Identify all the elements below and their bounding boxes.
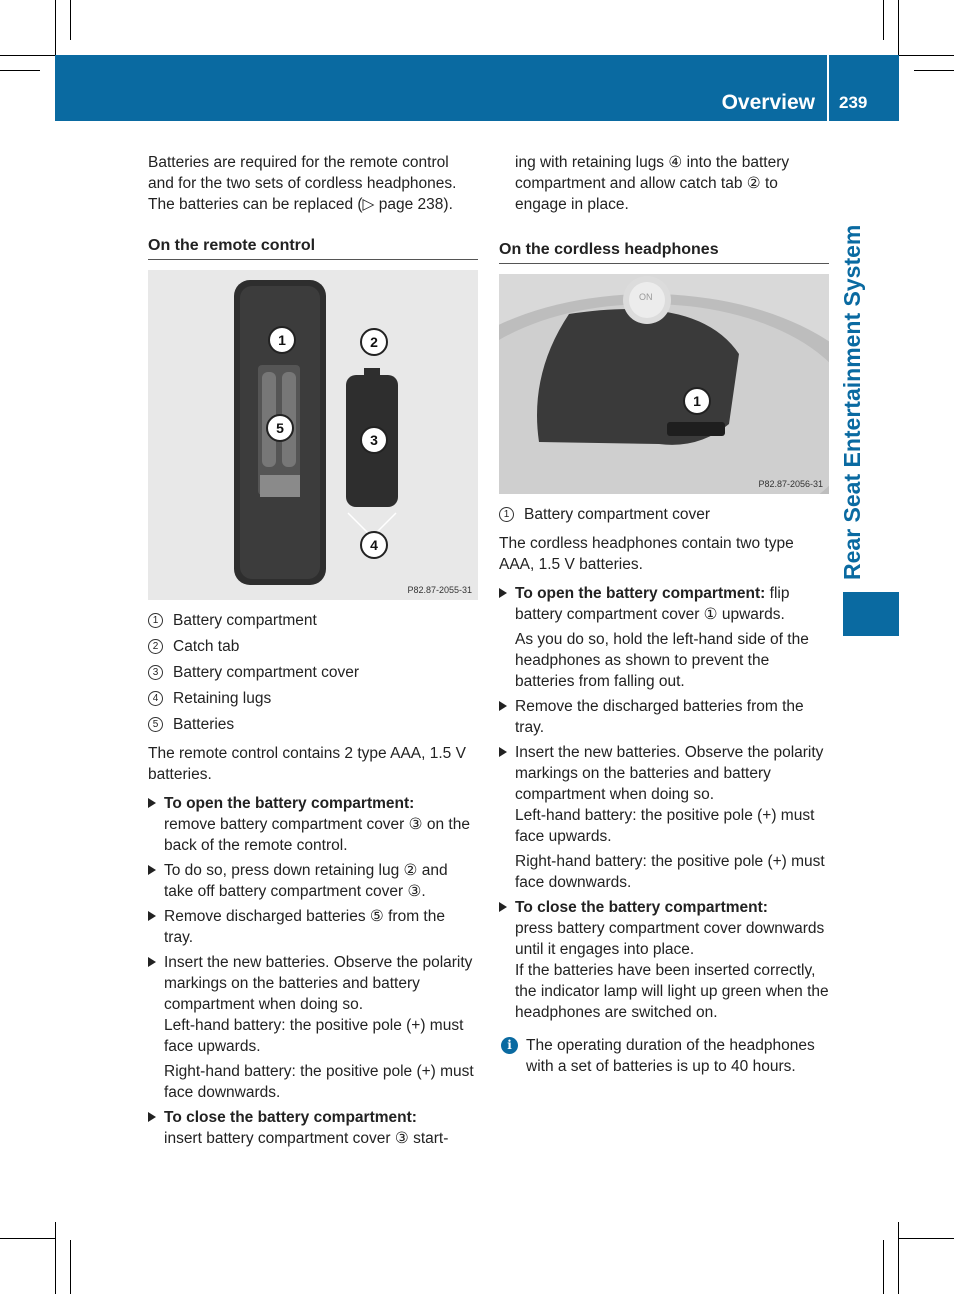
crop-mark <box>914 70 954 71</box>
step-text: flip battery compartment cover ① upwards. <box>515 585 790 623</box>
step-arrow-icon <box>148 1112 156 1122</box>
instruction-step <box>148 906 478 948</box>
crop-mark <box>55 0 56 55</box>
step-note: Right-hand battery: the positive pole (+) must face downwards. <box>164 1063 474 1101</box>
callout-4: 4 <box>360 531 388 559</box>
instruction-step <box>499 897 829 1023</box>
step-text: Remove the discharged batteries from the tray. <box>515 698 804 736</box>
info-icon: i <box>501 1037 518 1054</box>
step-text: Remove discharged batteries ⑤ from the tray. <box>164 908 445 946</box>
chapter-tab <box>843 592 899 636</box>
remote-control-figure <box>148 270 478 600</box>
legend-text: Battery compartment cover <box>173 664 360 681</box>
legend-item <box>499 504 829 525</box>
crop-mark <box>0 70 40 71</box>
instruction-step <box>148 860 478 902</box>
instruction-step <box>499 583 829 625</box>
crop-mark <box>0 1238 55 1239</box>
page-number: 239 <box>839 93 868 112</box>
section-title: Overview <box>721 91 815 114</box>
step-heading: To open the battery compartment: <box>164 795 415 812</box>
headphones-figure <box>499 274 829 494</box>
chapter-tab-title: Rear Seat Entertainment System <box>839 224 865 580</box>
step-heading: To close the battery compartment: <box>164 1109 417 1126</box>
info-note <box>499 1035 829 1077</box>
step-arrow-icon <box>148 957 156 967</box>
intro-paragraph: Batteries are required for the remote control and for the two sets of cordless headphones. The batteries can be replaced (▷ page 238). <box>148 154 457 213</box>
step-text: insert battery compartment cover ③ start- <box>164 1130 449 1147</box>
legend-item <box>148 714 478 735</box>
instruction-step <box>148 952 478 1057</box>
crop-mark <box>899 1238 954 1239</box>
instruction-step <box>499 742 829 847</box>
callout-3: 3 <box>360 426 388 454</box>
legend-item <box>148 636 478 657</box>
legend-number: 2 <box>148 639 163 654</box>
step-arrow-icon <box>148 865 156 875</box>
legend-number: 1 <box>148 613 163 628</box>
right-column <box>499 152 829 1077</box>
section-heading: On the remote control <box>148 235 478 260</box>
crop-mark <box>883 0 884 40</box>
crop-mark <box>70 1240 71 1294</box>
step-text: press battery compartment cover downwards until it engages into place. <box>515 920 825 958</box>
remote-control-illustration <box>148 270 478 600</box>
step-note: Right-hand battery: the positive pole (+) must face downwards. <box>515 853 825 891</box>
legend-number: 5 <box>148 717 163 732</box>
step-text: Insert the new batteries. Observe the polarity markings on the batteries and battery compartment when doing so. <box>164 954 473 1013</box>
legend-text: Battery compartment cover <box>524 506 711 523</box>
crop-mark <box>0 55 55 56</box>
crop-mark <box>898 1222 899 1294</box>
step-note: Left-hand battery: the positive pole (+) must face upwards. <box>164 1017 464 1055</box>
step-note: As you do so, hold the left-hand side of the headphones as shown to prevent the batteries from falling out. <box>515 631 809 690</box>
legend-number: 3 <box>148 665 163 680</box>
headphones-illustration <box>499 274 829 494</box>
legend-text: Retaining lugs <box>173 690 272 707</box>
figure-code: P82.87-2055-31 <box>407 585 472 595</box>
crop-mark <box>55 1222 56 1294</box>
step-text: To do so, press down retaining lug ② and take off battery compartment cover ③. <box>164 862 448 900</box>
legend-text: Batteries <box>173 716 235 733</box>
contains-paragraph: The remote control contains 2 type AAA, 1.5 V batteries. <box>148 745 466 783</box>
step-heading: To open the battery compartment: <box>515 585 766 602</box>
instruction-step <box>148 1107 478 1149</box>
step-arrow-icon <box>148 798 156 808</box>
step-arrow-icon <box>499 902 507 912</box>
legend-item <box>148 610 478 631</box>
callout-5: 5 <box>266 414 294 442</box>
continued-text: ing with retaining lugs ④ into the battery compartment and allow catch tab ② to engage in place. <box>515 154 790 213</box>
figure-code: P82.87-2056-31 <box>758 479 823 489</box>
legend-number: 4 <box>148 691 163 706</box>
callout-2: 2 <box>360 328 388 356</box>
instruction-step <box>148 793 478 856</box>
step-text: remove battery compartment cover ③ on the back of the remote control. <box>164 816 470 854</box>
legend-number: 1 <box>499 507 514 522</box>
step-text: Insert the new batteries. Observe the polarity markings on the batteries and battery compartment when doing so. <box>515 744 824 803</box>
step-arrow-icon <box>499 588 507 598</box>
section-heading: On the cordless headphones <box>499 239 829 264</box>
legend-item <box>148 662 478 683</box>
step-note: Left-hand battery: the positive pole (+) must face upwards. <box>515 807 815 845</box>
crop-mark <box>899 55 954 56</box>
on-button-label: ON <box>639 292 653 302</box>
crop-mark <box>898 0 899 55</box>
crop-mark <box>883 1240 884 1294</box>
header-divider <box>827 55 829 121</box>
step-arrow-icon <box>499 747 507 757</box>
callout-1: 1 <box>683 387 711 415</box>
contains-paragraph: The cordless headphones contain two type AAA, 1.5 V batteries. <box>499 535 794 573</box>
callout-1: 1 <box>268 326 296 354</box>
info-text: The operating duration of the headphones with a set of batteries is up to 40 hours. <box>526 1037 815 1075</box>
legend-text: Catch tab <box>173 638 240 655</box>
header-bar <box>55 55 899 121</box>
legend-text: Battery compartment <box>173 612 317 629</box>
step-arrow-icon <box>148 911 156 921</box>
left-column <box>148 152 478 1153</box>
step-arrow-icon <box>499 701 507 711</box>
legend-item <box>148 688 478 709</box>
step-note: If the batteries have been inserted correctly, the indicator lamp will light up green when the headphones are switched on. <box>515 962 829 1021</box>
crop-mark <box>70 0 71 40</box>
step-heading: To close the battery compartment: <box>515 899 768 916</box>
instruction-step <box>499 696 829 738</box>
